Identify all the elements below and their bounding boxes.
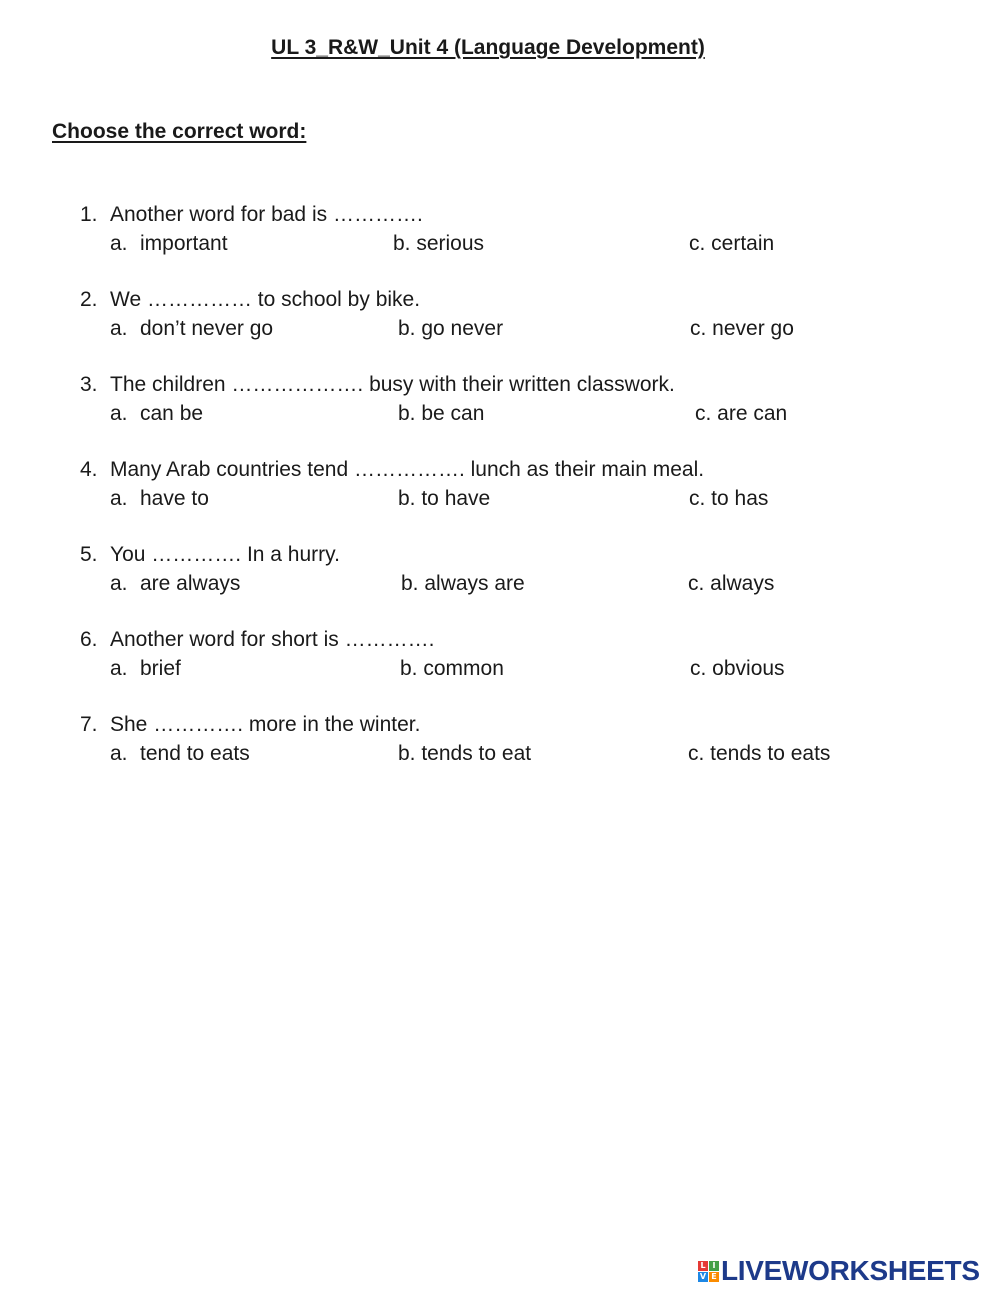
option-c[interactable]: c. obvious (690, 657, 785, 680)
question-stem (80, 286, 960, 314)
logo-text: LIVEWORKSHEETS (721, 1255, 980, 1286)
question-text: She …………. more in the winter. (110, 713, 421, 736)
question-stem (80, 371, 960, 399)
question-number: 1. (80, 203, 98, 226)
question-1 (80, 201, 960, 259)
logo-mark-square: E (709, 1272, 719, 1282)
options-row (80, 484, 960, 514)
worksheet-title: UL 3_R&W_Unit 4 (Language Development) (271, 36, 705, 59)
question-number: 3. (80, 373, 98, 396)
option-b[interactable]: b. always are (401, 572, 525, 595)
options-row (80, 229, 960, 259)
option-b[interactable]: b. to have (398, 487, 491, 510)
option-a-letter: a. (110, 232, 128, 255)
option-a-letter: a. (110, 487, 128, 510)
question-stem (80, 541, 960, 569)
option-c[interactable]: c. always (688, 572, 775, 595)
option-a-letter: a. (110, 317, 128, 340)
logo-mark-square: I (709, 1261, 719, 1271)
option-c[interactable]: c. are can (695, 402, 788, 425)
option-a[interactable]: don’t never go (140, 317, 274, 340)
option-b[interactable]: b. tends to eat (398, 742, 532, 765)
option-b[interactable]: b. common (400, 657, 504, 680)
option-a-letter: a. (110, 742, 128, 765)
question-7 (80, 711, 960, 769)
options-row (80, 654, 960, 684)
option-b[interactable]: b. be can (398, 402, 485, 425)
question-text: Another word for bad is …………. (110, 203, 423, 226)
option-a[interactable]: can be (140, 402, 204, 425)
question-stem (80, 201, 960, 229)
question-stem (80, 626, 960, 654)
logo-mark-icon (698, 1261, 719, 1282)
question-number: 6. (80, 628, 98, 651)
option-a[interactable]: tend to eats (140, 742, 250, 765)
options-row (80, 739, 960, 769)
question-text: We …………… to school by bike. (110, 288, 421, 311)
option-c[interactable]: c. certain (689, 232, 775, 255)
liveworksheets-logo (698, 1257, 980, 1285)
options-row (80, 314, 960, 344)
question-stem (80, 711, 960, 739)
option-c[interactable]: c. to has (689, 487, 769, 510)
option-a-letter: a. (110, 572, 128, 595)
question-number: 5. (80, 543, 98, 566)
option-c[interactable]: c. tends to eats (688, 742, 831, 765)
question-2 (80, 286, 960, 344)
logo-mark-square: L (698, 1261, 708, 1271)
option-a-letter: a. (110, 657, 128, 680)
question-text: The children ………………. busy with their written classwork. (110, 373, 675, 396)
question-text: Many Arab countries tend ……………. lunch as their main meal. (110, 458, 705, 481)
question-stem (80, 456, 960, 484)
question-number: 7. (80, 713, 98, 736)
question-5 (80, 541, 960, 599)
logo-mark-square: V (699, 1271, 707, 1281)
question-text: Another word for short is …………. (110, 628, 435, 651)
question-text: You …………. In a hurry. (110, 543, 340, 566)
question-number: 4. (80, 458, 98, 481)
option-a[interactable]: are always (140, 572, 241, 595)
options-row (80, 569, 960, 599)
options-row (80, 399, 960, 429)
option-a[interactable]: important (140, 232, 228, 255)
question-6 (80, 626, 960, 684)
question-4 (80, 456, 960, 514)
instruction-heading: Choose the correct word: (52, 120, 307, 143)
option-b[interactable]: b. go never (398, 317, 504, 340)
question-3 (80, 371, 960, 429)
option-c[interactable]: c. never go (690, 317, 794, 340)
option-a[interactable]: brief (140, 657, 181, 680)
question-number: 2. (80, 288, 98, 311)
option-a-letter: a. (110, 402, 128, 425)
option-a[interactable]: have to (140, 487, 209, 510)
option-b[interactable]: b. serious (393, 232, 485, 255)
